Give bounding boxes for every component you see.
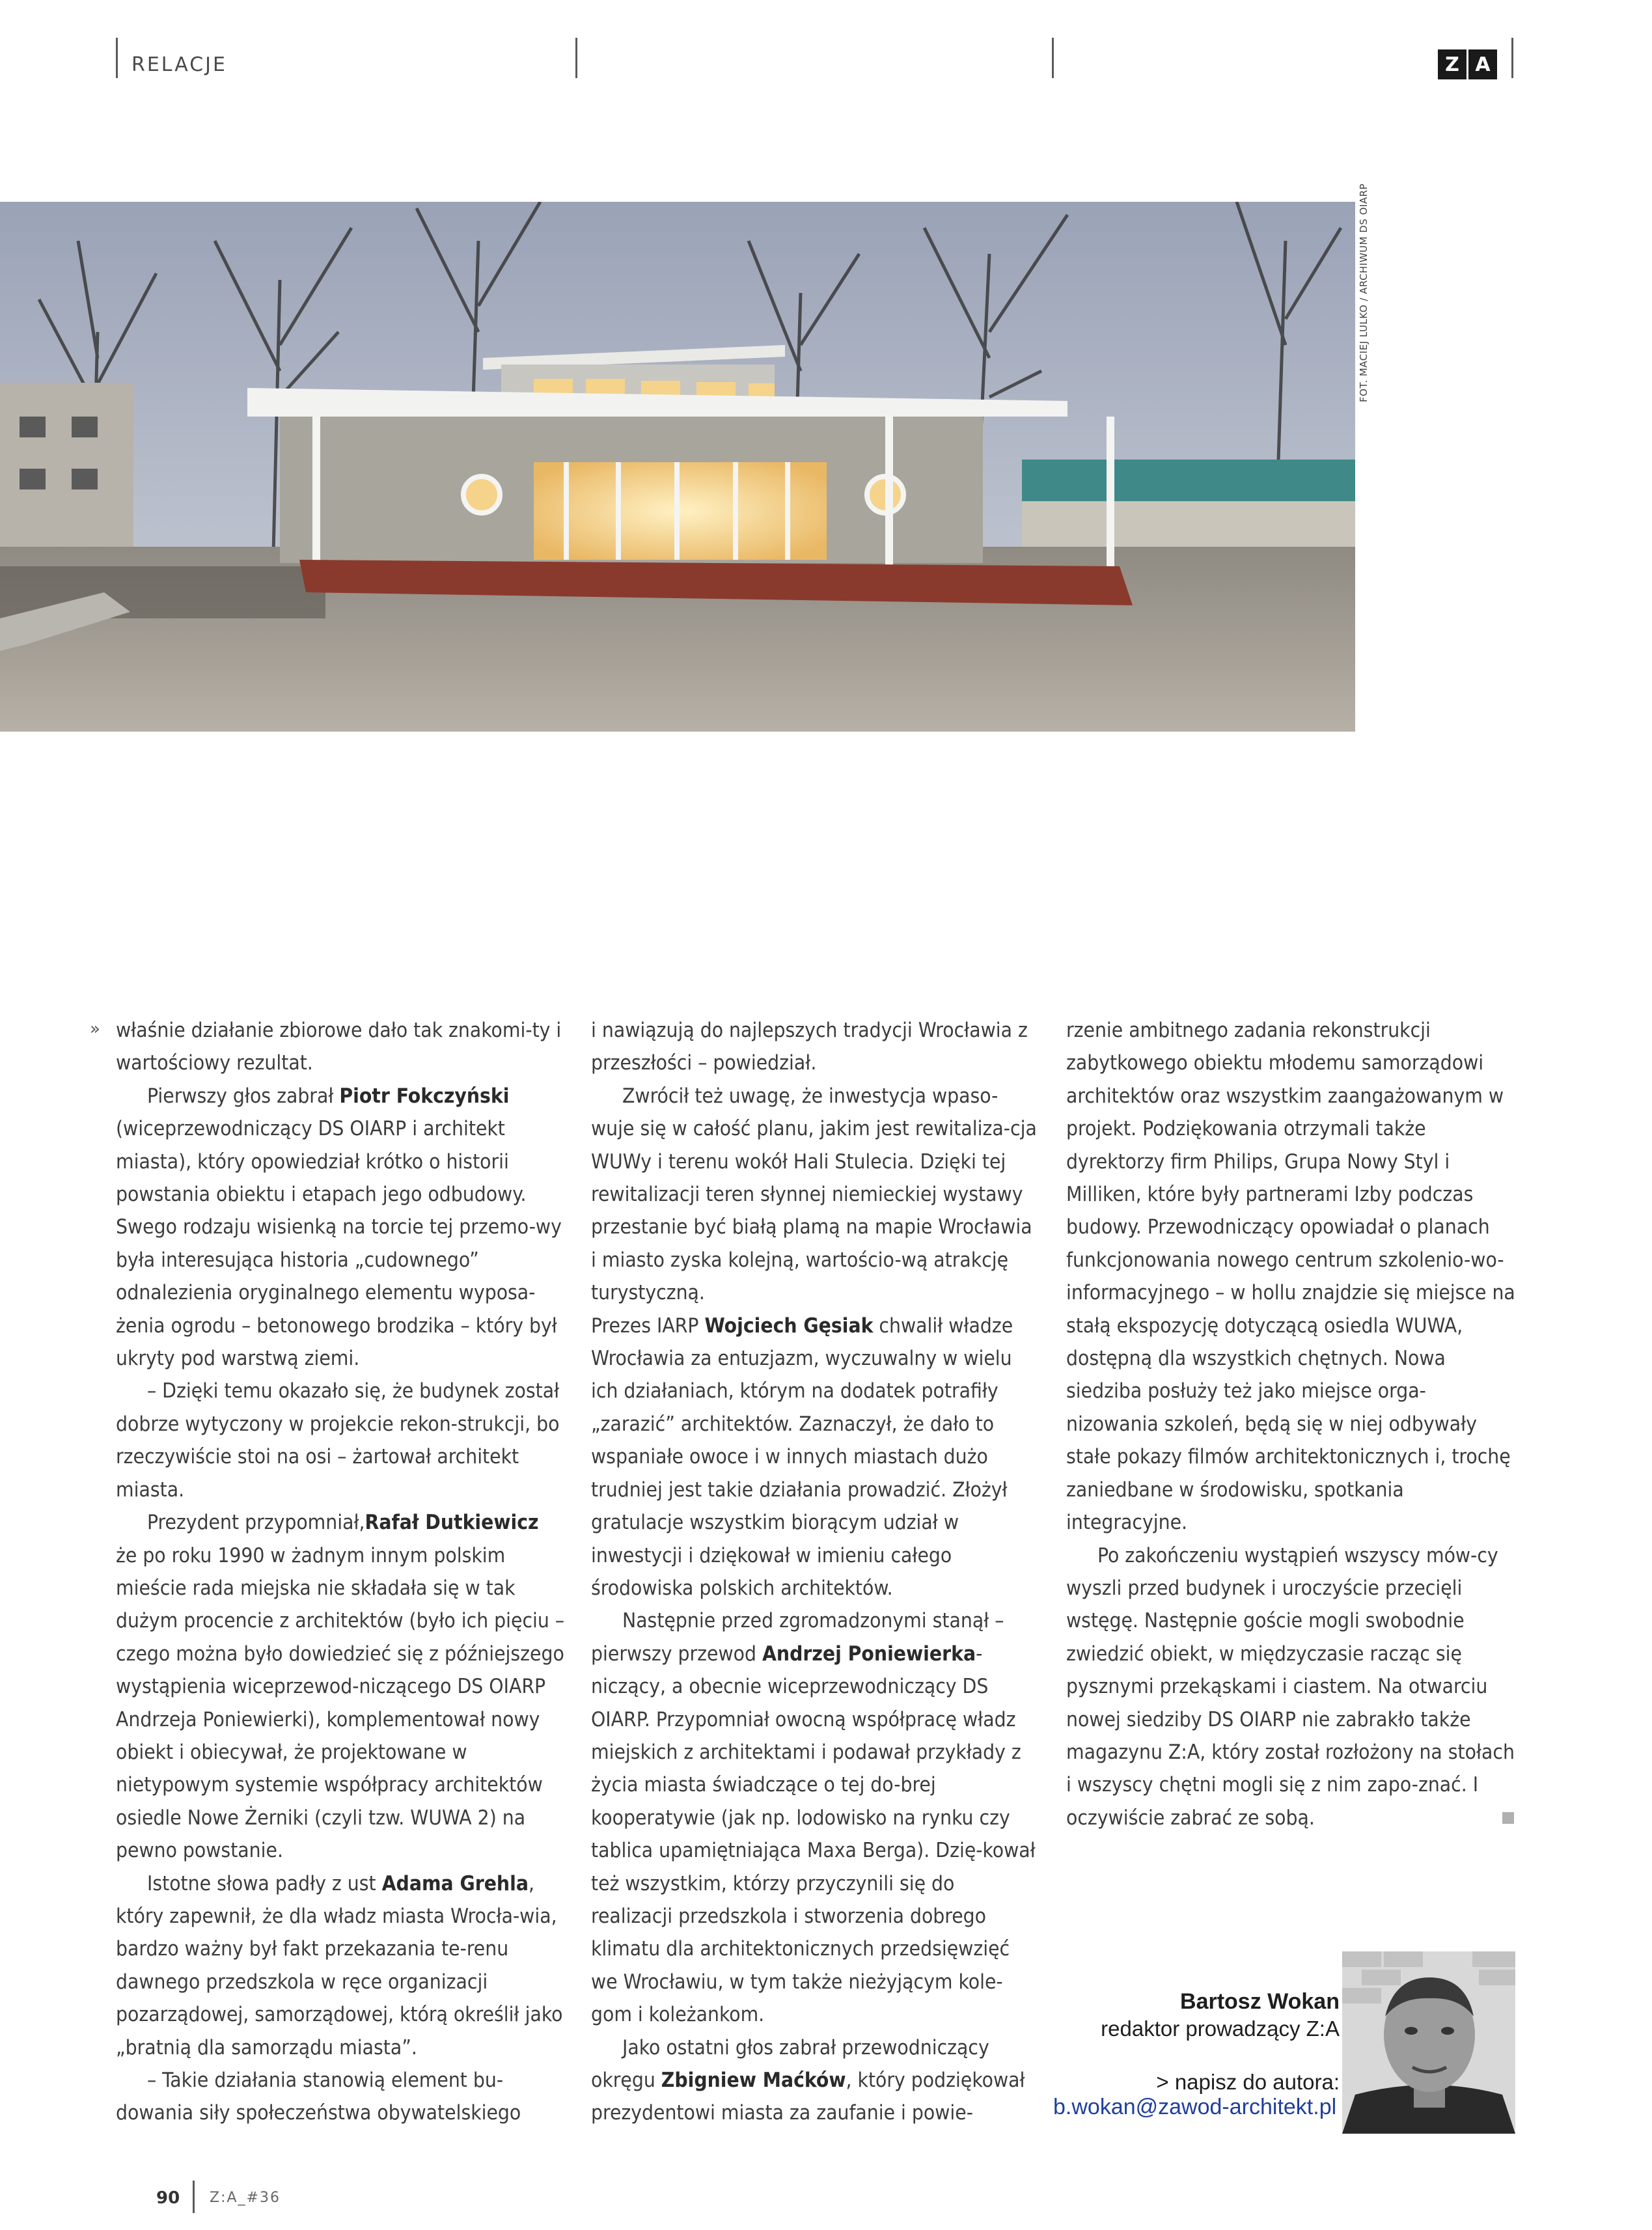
person-name: Rafał Dutkiewicz bbox=[365, 1511, 539, 1535]
paragraph: Następnie przed zgromadzonymi stanął – pierwszy przewod Andrzej Poniewierka-niczący, a obecnie wiceprzewodniczący DS OIARP. Przypomniał owocną współpracę władz miejskich z architektami i podawał przykłady z życia miasta świadczące o tej do-brej kooperatywie (jak np. lodowisko na rynku czy tablica upamiętniająca Maxa Berga). Dzię-kował też wszystkim, którzy przyczynili się do realizacji przedszkola i stworzenia dobrego klimatu dla architektonicznych przedsięwzięć we Wrocławiu, w tym także nieżyjącym kole-gom i koleżankom. bbox=[591, 1609, 1036, 2027]
person-name: Adama Grehla bbox=[381, 1871, 529, 1895]
author-role: redaktor prowadzący Z:A bbox=[1101, 2017, 1340, 2041]
header-rule-1 bbox=[116, 38, 118, 78]
header-rule-2 bbox=[575, 38, 577, 78]
section-label: RELACJE bbox=[131, 53, 227, 76]
header-rule-4 bbox=[1511, 38, 1513, 78]
paragraph: Istotne słowa padły z ust Adama Grehla, który zapewnił, że dla władz miasta Wrocła-wia, bardzo ważny był fakt przekazania te-renu dawnego przedszkola w ręce organizacji pozarządowej, samorządowej, którą określił jako „bratnią dla samorządu miasta”. bbox=[116, 1871, 563, 2059]
person-name: Piotr Fokczyński bbox=[339, 1084, 510, 1108]
page-number: 90 bbox=[156, 2188, 180, 2208]
paragraph: właśnie działanie zbiorowe dało tak znakomi-ty i wartościowy rezultat. bbox=[116, 1019, 562, 1075]
paragraph: Jako ostatni głos zabrał przewodniczący okręgu Zbigniew Maćków, który podziękował prezydentowi miasta za zaufanie i powie- bbox=[591, 2035, 1025, 2125]
person-name: Wojciech Gęsiak bbox=[704, 1314, 874, 1338]
author-name: Bartosz Wokan bbox=[1180, 1989, 1340, 2014]
magazine-logo bbox=[1438, 49, 1497, 79]
logo-a: A bbox=[1468, 49, 1497, 79]
end-of-article-mark bbox=[1502, 1812, 1514, 1824]
text-column-1 bbox=[116, 1014, 565, 2130]
continuation-arrow: » bbox=[90, 1019, 100, 1039]
author-contact-prompt: > napisz do autora: bbox=[1156, 2070, 1340, 2094]
paragraph: Po zakończeniu wystąpień wszyscy mów-cy wyszli przed budynek i uroczyście przecięli wstęgę. Następnie goście mogli swobodnie zwiedzić obiekt, w międzyczasie racząc się pysznymi przekąskami i ciastem. Na otwarciu nowej siedziby DS OIARP nie zabrakło także magazynu Z:A, który został rozłożony na stołach i wszyscy chętni mogli się z nim zapo-znać. I oczywiście zabrać ze sobą. bbox=[1066, 1543, 1515, 1830]
paragraph: – Dzięki temu okazało się, że budynek został dobrze wytyczony w projekcie rekon-strukcji, bo rzeczywiście stoi na osi – żartował architekt miasta. bbox=[116, 1379, 560, 1502]
text-column-3 bbox=[1066, 1014, 1515, 1834]
footer-rule bbox=[193, 2181, 195, 2213]
paragraph: i nawiązują do najlepszych tradycji Wrocławia z przeszłości – powiedział. bbox=[591, 1019, 1028, 1075]
paragraph: – Takie działania stanowią element bu-dowania siły społeczeństwa obywatelskiego bbox=[116, 2069, 521, 2125]
header-rule-3 bbox=[1052, 38, 1054, 78]
photo-credit: FOT. MACIEJ LULKO / ARCHIWUM DS OIARP bbox=[1358, 183, 1370, 402]
person-name: Andrzej Poniewierka bbox=[762, 1642, 976, 1666]
author-photo bbox=[1342, 1951, 1515, 2134]
author-email-link[interactable]: b.wokan@zawod-architekt.pl bbox=[1053, 2095, 1337, 2119]
building-photo bbox=[0, 202, 1355, 732]
paragraph: rzenie ambitnego zadania rekonstrukcji zabytkowego obiektu młodemu samorządowi architektów oraz wszystkim zaangażowanym w projekt. Podziękowania otrzymali także dyrektorzy firm Philips, Grupa Nowy Styl i Milliken, które były partnerami Izby podczas budowy. Przewodniczący opowiadał o planach funkcjonowania nowego centrum szkolenio-wo-informacyjnego – w hollu znajdzie się miejsce na stałą ekspozycję dotyczącą osiedla WUWA, dostępną dla wszystkich chętnych. Nowa siedziba posłuży też jako miejsce orga-nizowania szkoleń, będą się w niej odbywały stałe pokazy filmów architektonicznych i, trochę zaniedbane w środowisku, spotkania integracyjne. bbox=[1066, 1019, 1515, 1535]
paragraph: Prezydent przypomniał,Rafał Dutkiewicz że po roku 1990 w żadnym innym polskim mieście rada miejska nie składała się w tak dużym procencie z architektów (było ich pięciu – czego można było dowiedzieć się z późniejszego wystąpienia wiceprzewod-niczącego DS OIARP Andrzeja Poniewierki), komplementował nowy obiekt i obiecywał, że projektowane w nietypowym systemie współpracy architektów osiedle Nowe Żerniki (czyli tzw. WUWA 2) na pewno powstanie. bbox=[116, 1511, 565, 1863]
text-column-2 bbox=[591, 1014, 1040, 2130]
issue-label: Z:A_#36 bbox=[210, 2190, 281, 2206]
paragraph: Pierwszy głos zabrał Piotr Fokczyński (wiceprzewodniczący DS OIARP i architekt miasta), który opowiedział krótko o historii powstania obiektu i etapach jego odbudowy. Swego rodzaju wisienką na torcie tej przemo-wy była interesująca historia „cudownego” odnalezienia oryginalnego elementu wyposa-żenia ogrodu – betonowego brodzika – który był ukryty pod warstwą ziemi. bbox=[116, 1084, 562, 1371]
paragraph: Zwrócił też uwagę, że inwestycja wpaso-wuje się w całość planu, jakim jest rewitaliza-cja WUWy i terenu wokół Hali Stulecia. Dzięki tej rewitalizacji teren słynnej niemieckiej wystawy przestanie być białą plamą na mapie Wrocławia i miasto zyska kolejną, wartościo-wą atrakcję turystyczną. bbox=[591, 1084, 1037, 1305]
paragraph: Prezes IARP Wojciech Gęsiak chwalił władze Wrocławia za entuzjazm, wyczuwalny w wielu ich działaniach, którym na dodatek potrafiły „zarazić” architektów. Zaznaczył, że dało to wspaniałe owoce i w innych miastach dużo trudniej jest takie działania prowadzić. Złożył gratulacje wszystkim biorącym udział w inwestycji i dziękował w imieniu całego środowiska polskich architektów. bbox=[591, 1314, 1013, 1600]
person-name: Zbigniew Maćków bbox=[661, 2069, 846, 2092]
logo-z: Z bbox=[1438, 49, 1466, 79]
